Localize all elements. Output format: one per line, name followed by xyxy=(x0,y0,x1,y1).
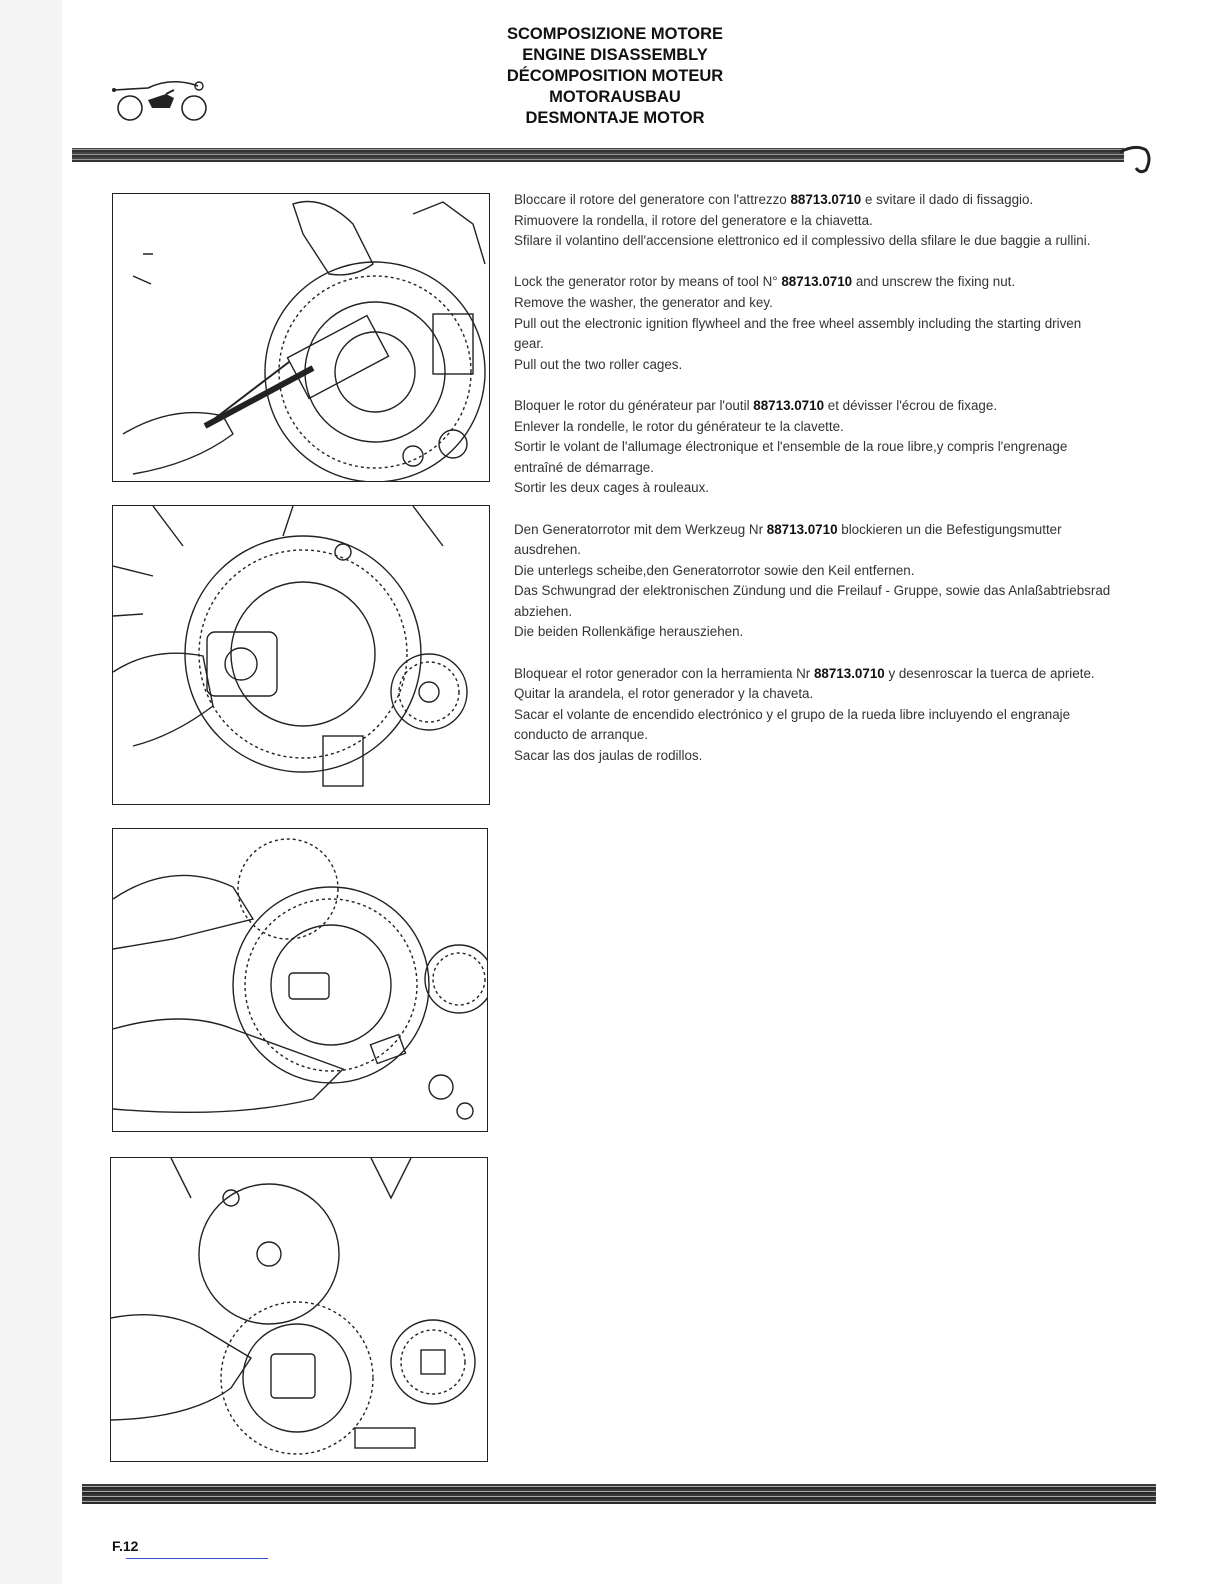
tool-code: 88713.0710 xyxy=(813,665,885,681)
generator-rotor-locking-tool-illustration xyxy=(112,193,490,482)
italian-step-2: Rimuovere la rondella, il rotore del generatore e la chiavetta. xyxy=(514,212,873,228)
english-step-3: Pull out the electronic ignition flywheel and the free wheel assembly including the starting driven gear. xyxy=(514,315,1082,352)
french-step-4: Sortir les deux cages à rouleaux. xyxy=(514,480,710,496)
top-divider-rule xyxy=(72,148,1124,162)
title-french: DÉCOMPOSITION MOTEUR xyxy=(506,67,724,85)
footer-underline xyxy=(126,1558,268,1559)
german-step-1: Den Generatorrotor mit dem Werkzeug Nr 88713.0710 blockieren un die Befestigungsmutter ausdrehen. xyxy=(514,521,1062,558)
english-step-1: Lock the generator rotor by means of tool N° 88713.0710 and unscrew the fixing nut. xyxy=(514,274,1016,290)
tool-code: 88713.0710 xyxy=(766,521,838,537)
italian-step-1: Bloccare il rotore del generatore con l'attrezzo 88713.0710 e svitare il dado di fissaggio. xyxy=(514,192,1034,207)
spanish-step-3: Sacar el volante de encendido electrónico y el grupo de la rueda libre incluyendo el engranaje conducto de arranque. xyxy=(514,706,1071,743)
french-step-3: Sortir le volant de l'allumage électronique et l'ensemble de la roue libre,y compris l'engrenage entraîné de démarrage. xyxy=(514,439,1068,475)
page-number: F.12 xyxy=(112,1538,139,1554)
german-step-2: Die unterlegs scheibe,den Generatorrotor sowie den Keil entfernen. xyxy=(514,562,915,578)
spanish-step-1: Bloquear el rotor generador con la herramienta Nr 88713.0710 y desenroscar la tuerca de apriete. xyxy=(514,665,1095,681)
motorcycle-engine-icon xyxy=(108,74,212,122)
title-german: MOTORAUSBAU xyxy=(549,88,681,106)
german-step-3: Das Schwungrad der elektronischen Zündung und die Freilauf - Gruppe, sowie das Anlaßabtriebsrad abziehen. xyxy=(514,583,1111,619)
tool-code: 88713.0710 xyxy=(753,397,825,413)
instructions-spanish xyxy=(514,664,1114,767)
instructions-column xyxy=(514,190,1114,787)
title-english: ENGINE DISASSEMBLY xyxy=(522,46,708,64)
instructions-english xyxy=(514,272,1114,375)
bottom-divider-rule xyxy=(82,1484,1156,1504)
italian-step-3: Sfilare il volantino dell'accensione elettronico ed il complessivo della sfilare le due baggie a rullini. xyxy=(514,233,1091,249)
page-title-block xyxy=(470,24,760,129)
instructions-french xyxy=(514,396,1114,499)
free-wheel-assembly-removal-illustration xyxy=(112,828,488,1132)
french-step-1: Bloquer le rotor du générateur par l'outil 88713.0710 et dévisser l'écrou de fixage. xyxy=(514,397,998,413)
tool-code: 88713.0710 xyxy=(790,192,862,207)
spanish-step-2: Quitar la arandela, el rotor generador y la chaveta. xyxy=(514,686,814,702)
title-spanish: DESMONTAJE MOTOR xyxy=(525,109,705,127)
roller-cages-removal-illustration xyxy=(110,1157,488,1462)
english-step-2: Remove the washer, the generator and key. xyxy=(514,294,773,310)
german-step-4: Die beiden Rollenkäfige herausziehen. xyxy=(514,624,744,640)
flywheel-removal-illustration xyxy=(112,505,490,805)
instructions-italian xyxy=(514,190,1114,252)
rule-end-curl-icon xyxy=(1118,142,1152,176)
instructions-german xyxy=(514,520,1114,644)
page-edge-shadow xyxy=(0,0,62,1584)
french-step-2: Enlever la rondelle, le rotor du générateur te la clavette. xyxy=(514,418,844,434)
english-step-4: Pull out the two roller cages. xyxy=(514,356,683,372)
title-italian: SCOMPOSIZIONE MOTORE xyxy=(506,25,724,43)
tool-code: 88713.0710 xyxy=(781,274,853,290)
spanish-step-4: Sacar las dos jaulas de rodillos. xyxy=(514,748,703,764)
